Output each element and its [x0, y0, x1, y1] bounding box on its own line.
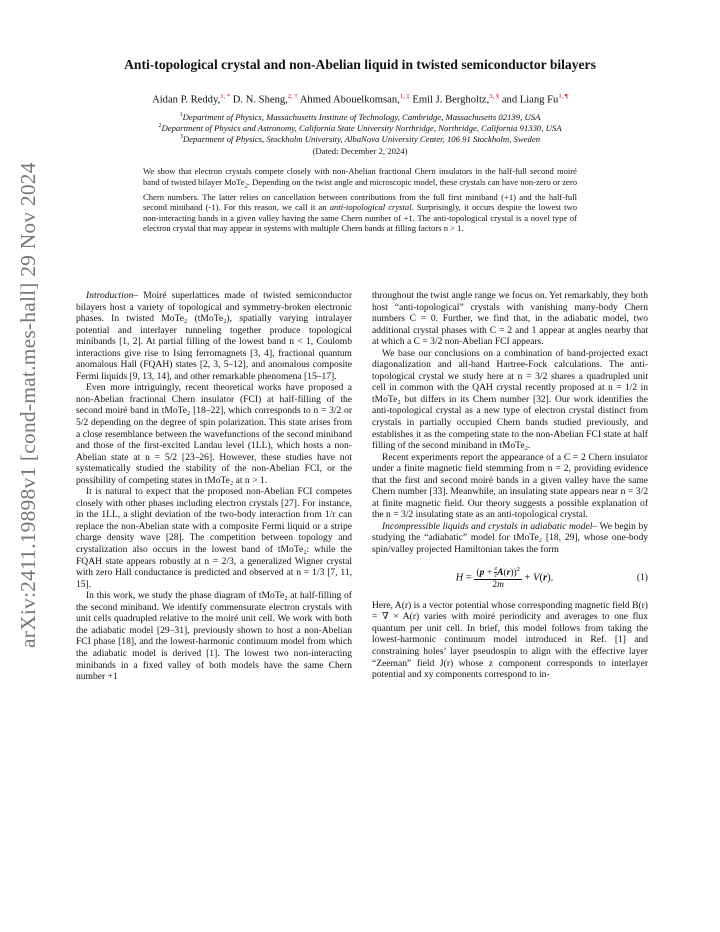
paragraph: It is natural to expect that the proposed non-Abelian FCI competes closely with other phases including electron crystals [27]. For instance, in the 1LL, a slight deviation of the two-body interaction from 1/r can replace the non-Abelian state with a composite Fermi liquid or a stripe charge density wave [28]. The competition between topology and crystalization also occurs in the lowest band of tMoTe₂: while the FQAH state appears robustly at n = 2/3, a generalized Wigner crystal with zero Hall conductance is predicted and observed at n = 1/3 [7, 11, 15]. — [76, 486, 352, 590]
abstract-emphasis: anti-topological crystal — [329, 202, 412, 213]
paragraph-text: Moiré superlattices made of twisted semiconductor bilayers host a variety of topological and symmetry-broken electronic phases. In twisted MoTe₂ (tMoTe₂), spatially varying intralayer potential and interlayer tunneling together produce topological minibands [1, 2]. At partial filling of the lowest band n < 1, Coulomb interactions give rise to Ising ferromagnets [3, 4], fractional quantum anomalous Hall (FQAH) states [2, 3, 5–12], and anomalous composite Fermi liquids [9, 13, 14], and other remarkable phenomena [15–17]. — [76, 290, 352, 382]
abstract-subscript: 2 — [244, 182, 248, 190]
author-mark: 3, § — [489, 93, 500, 100]
hamiltonian-equation: H = (p + $\frac{e}{c}$ A(r))$^2$ 2m + V(r). — [455, 565, 554, 591]
affiliation-text: Department of Physics and Astronomy, California State University Northridge, Northridge, California 91330, USA — [161, 122, 562, 133]
author-name: Ahmed Abouelkomsan, — [299, 94, 400, 106]
left-column — [76, 290, 352, 683]
author-mark: 1, ‡ — [399, 93, 410, 100]
author-list — [60, 93, 660, 106]
author-name: D. N. Sheng, — [232, 94, 288, 106]
affiliation-text: Department of Physics, Stockholm University, AlbaNova University Center, 106 91 Stockholm, Sweden — [182, 133, 541, 144]
affiliation-number: 3 — [179, 134, 183, 140]
paragraph — [372, 521, 648, 556]
author-name: and Liang Fu — [501, 94, 559, 106]
abstract-text: . Surprisingly, it occurs despite the lowest two non-interacting bands in a given valley having the same Chern number of +1. The anti-topological crystal is a novel type of electron crystal that may appear in systems with multiple Chern bands at filling factors n > 1. — [143, 202, 577, 234]
affiliation — [60, 132, 660, 145]
author-name: Aidan P. Reddy, — [152, 94, 221, 106]
section-heading: Introduction– — [86, 290, 139, 301]
affiliation-text: Department of Physics, Massachusetts Institute of Technology, Cambridge, Massachusetts 02139, USA — [182, 111, 541, 122]
equation-1 — [372, 564, 648, 592]
author-mark: 2, † — [287, 93, 298, 100]
affiliation-number: 1 — [179, 112, 183, 118]
paragraph: Here, A(r) is a vector potential whose corresponding magnetic field B(r) = ∇ × A(r) varies with moiré periodicity and averages to one flux quantum per unit cell. In brief, this model follows from taking the lowest-harmonic continuum model introduced in Ref. [1] and constraining holes’ layer pseudospin to align with the effective layer “Zeeman” field J(r) whose z component corresponds to interlayer potential and xy components correspond to in- — [372, 599, 648, 681]
paragraph: In this work, we study the phase diagram of tMoTe₂ at half-filling of the second miniband. We identify commensurate electron crystals with unit cells quadrupled relative to the moiré unit cell. We work with both the adiabatic model [29–31], previously shown to host a non-Abelian FCI phase [18], and the lowest-harmonic continuum model from which the adiabatic model is derived [1]. The lowest two non-interacting minibands in a fixed valley of both models have the same Chern number +1 — [76, 590, 352, 683]
author-mark: 1, ¶ — [558, 93, 568, 100]
section-heading: Incompressible liquids and crystals in adiabatic model– — [382, 520, 598, 532]
paragraph-text: We begin by studying the “adiabatic” model for tMoTe₂ [18, 29], whose one-body spin/valley projected Hamiltonian takes the form — [372, 520, 648, 556]
arxiv-sidebar-id: arXiv:2411.19898v1 [cond-mat.mes-hall] 29 Nov 2024 — [16, 162, 40, 648]
abstract-text: . Depending on the twist angle and microscopic model, these crystals can have non-zero or zero Chern numbers. The latter relies on cancellation between contributions from the full first miniband (+1) and the half-full second miniband (-1). For this reason, we call it an — [143, 176, 578, 213]
author-mark: 1, * — [220, 93, 231, 100]
abstract — [143, 166, 577, 234]
abstract-text: We show that electron crystals compete closely with non-Abelian fractional Chern insulators in the half-full second moiré band of twisted bilayer MoTe — [143, 166, 577, 187]
paragraph — [76, 290, 352, 382]
paragraph: We base our conclusions on a combination of band-projected exact diagonalization and all-band Hartree-Fock calculations. The anti-topological crystal we study here at n = 3/2 shares a quadrupled unit cell in common with the QAH crystal recently proposed at n = 1/2 in tMoTe₂ but differs in its Chern number [32]. Our work identifies the anti-topological crystal as a new type of electron crystal distinct from crystals in partially occupied Chern bands studied previously, and establishes it as the competing state to the non-Abelian FCI state at half filling of the second miniband in tMoTe₂. — [372, 347, 648, 452]
equation-number: (1) — [636, 571, 648, 583]
paper-title: Anti-topological crystal and non-Abelian liquid in twisted semiconductor bilayers — [124, 57, 596, 72]
right-column — [372, 290, 648, 681]
paragraph: Even more intriguingly, recent theoretical works have proposed a non-Abelian fractional Chern insulator (FCI) at half-filling of the second moiré band in tMoTe₂ [18–22], which corresponds to n = 3/2 or 5/2 depending on the degree of spin polarization. This state arises from a close resemblance between the wavefunctions of the second miniband and those of the first-excited Landau level (1LL), which hosts a non-Abelian state at n = 5/2 [23–26]. However, these studies have not systematically studied the stability of the non-Abelian FCI, or the possibility of competing states in tMoTe₂ at n > 1. — [76, 382, 352, 486]
author-name: Emil J. Bergholtz, — [412, 94, 490, 106]
paragraph: Recent experiments report the appearance of a C = 2 Chern insulator under a finite magnetic field stemming from n = 2, providing evidence that the first and second moiré bands in a given valley have the same Chern number [33]. Meanwhile, an insulating state appears near n = 3/2 at finite magnetic field. Our theory suggests a possible explanation of the n = 3/2 insulating state as an anti-topological crystal. — [372, 451, 648, 521]
dated-line: (Dated: December 2, 2024) — [312, 146, 408, 156]
paragraph: throughout the twist angle range we focus on. Yet remarkably, they both host “anti-topological” crystals with vanishing many-body Chern numbers C = 0. Further, we find that, in the adiabatic model, two additional crystal phases with C = 2 and 1 appear at angles nearby that at which a C = 3/2 non-Abelian FCI appears. — [372, 290, 648, 348]
affiliation-number: 2 — [158, 123, 162, 129]
